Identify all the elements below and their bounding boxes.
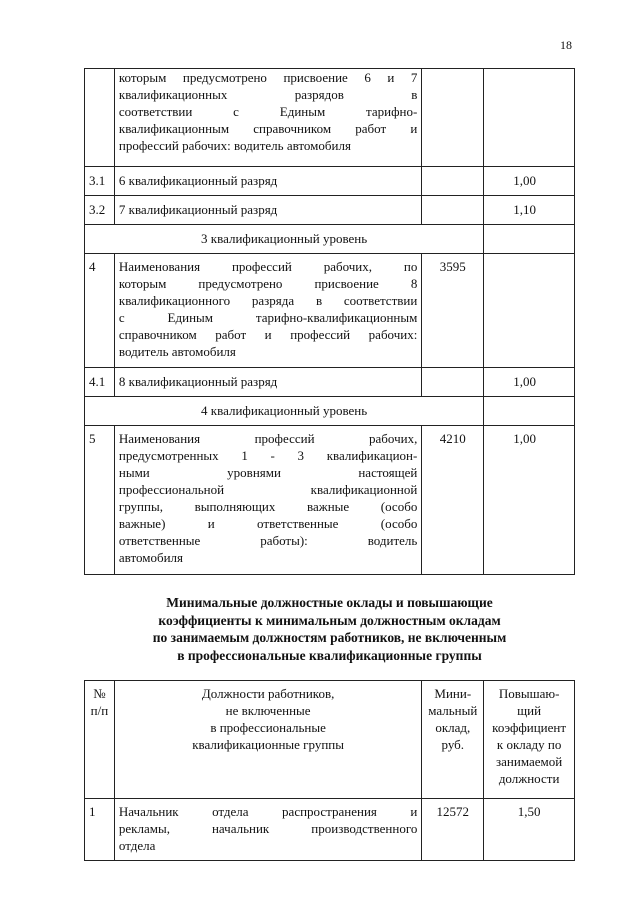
header-number: № п/п — [85, 681, 115, 799]
row-number: 1 — [85, 799, 115, 861]
row-coefficient: 1,00 — [484, 368, 575, 397]
row-name: 7 квалификационный разряд — [114, 196, 421, 225]
row-salary: 4210 — [422, 426, 484, 575]
row-coefficient: 1,00 — [484, 426, 575, 575]
row-number: 3.1 — [85, 167, 115, 196]
row-coefficient: 1,00 — [484, 167, 575, 196]
header-coefficient: Повышаю- щий коэффициент к окладу по занимаемой должности — [484, 681, 575, 799]
table-row — [85, 254, 575, 368]
row-coefficient — [484, 69, 575, 167]
row-coefficient — [484, 254, 575, 368]
row-name: которым предусмотрено присвоение 6 и 7 квалификационных разрядов в соответствии с Единым тарифно- квалификационным справочником работ и профессий рабочих: водитель автомобиля — [114, 69, 421, 167]
row-name: 8 квалификационный разряд — [114, 368, 421, 397]
positions-table — [84, 680, 575, 861]
table-row — [85, 69, 575, 167]
table-header-row — [85, 681, 575, 799]
table-row — [85, 799, 575, 861]
page-number: 18 — [560, 38, 572, 52]
row-number: 5 — [85, 426, 115, 575]
row-salary — [422, 196, 484, 225]
row-salary: 3595 — [422, 254, 484, 368]
row-name: Начальник отдела распространения и рекламы, начальник производственного отдела — [114, 799, 421, 861]
row-coefficient: 1,50 — [484, 799, 575, 861]
level-heading-row — [85, 397, 575, 426]
level-heading: 4 квалификационный уровень — [85, 397, 484, 426]
row-salary — [422, 167, 484, 196]
row-number: 3.2 — [85, 196, 115, 225]
row-name: Наименования профессий рабочих, предусмотренных 1 - 3 квалификацион- ными уровнями настоящей профессиональной квалификационной группы, выполняющих важные (особо важные) и ответственные (особо ответственные работы): водитель автомобиля — [114, 426, 421, 575]
qualification-table — [84, 68, 575, 575]
row-name: Наименования профессий рабочих, по которым предусмотрено присвоение 8 квалификационного разряда в соответствии с Единым тарифно-квалификационным справочником работ и профессий рабочих: водитель автомобиля — [114, 254, 421, 368]
row-salary: 12572 — [422, 799, 484, 861]
header-salary: Мини- мальный оклад, руб. — [422, 681, 484, 799]
row-salary — [422, 368, 484, 397]
row-coefficient: 1,10 — [484, 196, 575, 225]
level-heading: 3 квалификационный уровень — [85, 225, 484, 254]
section-title: Минимальные должностные оклады и повышающие коэффициенты к минимальным должностным окладам по занимаемым должностям работников, не включенным в профессиональные квалификационные группы — [152, 595, 507, 663]
table-row — [85, 368, 575, 397]
row-salary — [422, 69, 484, 167]
row-number: 4.1 — [85, 368, 115, 397]
table-row — [85, 167, 575, 196]
level-heading-row — [85, 225, 575, 254]
row-number — [85, 69, 115, 167]
header-position: Должности работников, не включенные в профессиональные квалификационные группы — [114, 681, 421, 799]
row-name: 6 квалификационный разряд — [114, 167, 421, 196]
table-row — [85, 426, 575, 575]
table-row — [85, 196, 575, 225]
row-number: 4 — [85, 254, 115, 368]
